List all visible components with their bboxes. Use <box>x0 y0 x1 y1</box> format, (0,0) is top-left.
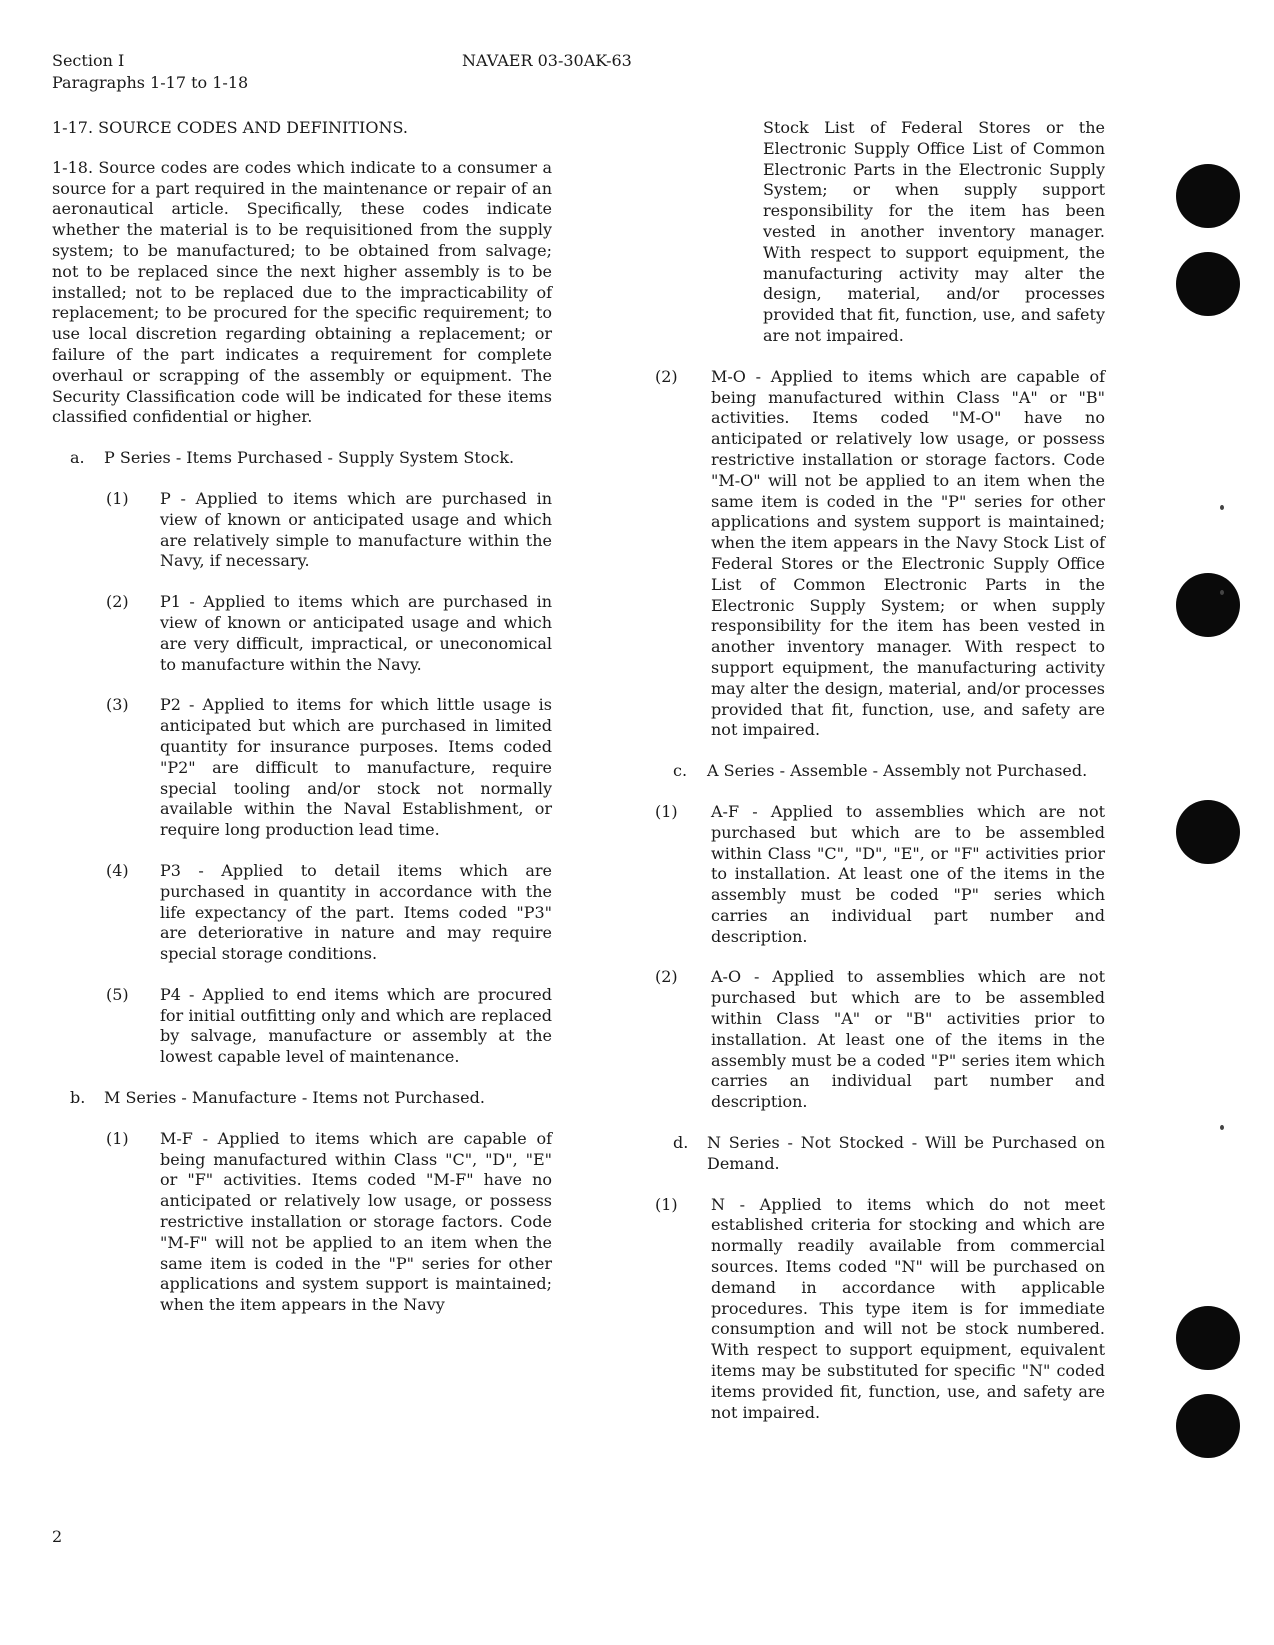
paragraphs-label: Paragraphs 1-17 to 1-18 <box>52 73 249 92</box>
item-marker: a. <box>70 448 85 468</box>
document-number: NAVAER 03-30AK-63 <box>462 51 632 70</box>
item-text: P3 - Applied to detail items which are purchased in quantity in accordance with the life expectancy of the part. Items coded "P3" are deteriorative in nature and may require special storage conditions. <box>160 860 552 964</box>
page-header-left <box>52 50 248 94</box>
intro-paragraph: 1-18. Source codes are codes which indicate to a consumer a source for a part required in the maintenance or repair of an aeronautical article. Specifically, these codes indicate whether the material is to be requisitioned from the supply system; to be manufactured; to be obtained from salvage; not to be replaced since the next higher assembly is to be installed; not to be replaced due to the impracticability of replacement; to be procured for the specific requirement; to use local discretion regarding obtaining a replacement; or failure of the part indicates a requirement for complete overhaul or scrapping of the assembly or equipment. The Security Classification code will be indicated for these items classified confidential or higher. <box>52 157 552 427</box>
list-item-a4 <box>52 861 552 965</box>
list-item-d <box>655 1133 1105 1175</box>
list-item-c1 <box>655 802 1105 948</box>
binder-hole <box>1176 164 1240 228</box>
item-text: P1 - Applied to items which are purchased in view of known or anticipated usage and which are very difficult, impractical, or uneconomical to manufacture within the Navy. <box>160 592 552 674</box>
item-text: P Series - Items Purchased - Supply System Stock. <box>104 448 515 468</box>
item-text: A-F - Applied to assemblies which are not purchased but which are to be assembled within Class "C", "D", "E", or "F" activities prior to installation. At least one of the items in the assembly must be coded "P" series which carries an individual part number and description. <box>711 801 1105 946</box>
list-item-b1 <box>52 1129 552 1316</box>
item-marker: b. <box>70 1088 86 1108</box>
list-item-d1 <box>655 1195 1105 1424</box>
list-item-b <box>52 1088 552 1109</box>
item-marker: (1) <box>106 488 129 508</box>
right-column <box>655 118 1105 1443</box>
section-label: Section I <box>52 51 125 70</box>
item-text: P - Applied to items which are purchased in view of known or anticipated usage and which are relatively simple to manufacture within the Navy, if necessary. <box>160 488 552 571</box>
item-text: P2 - Applied to items for which little usage is anticipated but which are purchased in limited quantity for insurance purposes. Items coded "P2" are difficult to manufacture, require special tooling and/or stock not normally available within the Naval Establishment, or require long production lead time. <box>160 695 552 840</box>
list-item-b1-continued <box>655 118 1105 347</box>
left-column <box>52 118 552 1336</box>
section-heading: 1-17. SOURCE CODES AND DEFINITIONS. <box>52 118 408 137</box>
item-text: A Series - Assemble - Assembly not Purchased. <box>707 761 1088 781</box>
item-marker: (2) <box>106 592 129 612</box>
list-item-c2 <box>655 967 1105 1113</box>
binder-hole <box>1176 1306 1240 1370</box>
item-text: M-O - Applied to items which are capable of being manufactured within Class "A" or "B" activities. Items coded "M-O" have no anticipated or relatively low usage, or possess restrictive installation or storage factors. Code "M-O" will not be applied to an item when the same item is coded in the "P" series for other applications and system support is maintained; when the item appears in the Navy Stock List of Federal Stores or the Electronic Supply Office List of Common Electronic Parts in the Electronic Supply System; or when supply responsibility for the item has been vested in another inventory manager. With respect to support equipment, the manufacturing activity may alter the design, material, and/or processes provided that fit, function, use, and safety are not impaired. <box>711 366 1105 740</box>
item-marker: (2) <box>655 967 678 987</box>
item-marker: (2) <box>655 366 678 386</box>
item-marker: (3) <box>106 695 129 715</box>
list-item-a3 <box>52 695 552 841</box>
item-text: P4 - Applied to end items which are procured for initial outfitting only and which are replaced by salvage, manufacture or assembly at the lowest capable level of maintenance. <box>160 984 552 1067</box>
binder-hole <box>1176 573 1240 637</box>
paper-speck <box>1220 590 1224 595</box>
item-marker: c. <box>673 761 688 781</box>
item-text: Stock List of Federal Stores or the Electronic Supply Office List of Common Electronic Parts in the Electronic Supply System; or when supply support responsibility for the item has been vested in another inventory manager. With respect to support equipment, the manufacturing activity may alter the design, material, and/or processes provided that fit, function, use, and safety are not impaired. <box>763 118 1105 345</box>
list-item-a1 <box>52 489 552 572</box>
list-item-a5 <box>52 985 552 1068</box>
item-marker-blank <box>655 118 763 347</box>
binder-hole <box>1176 252 1240 316</box>
page-number: 2 <box>52 1527 63 1546</box>
paper-speck <box>1220 1125 1224 1130</box>
list-item-a <box>52 448 552 469</box>
binder-hole <box>1176 1394 1240 1458</box>
item-text: M Series - Manufacture - Items not Purchased. <box>104 1088 485 1108</box>
item-marker: d. <box>673 1133 689 1153</box>
list-item-b2 <box>655 367 1105 741</box>
item-text: A-O - Applied to assemblies which are not purchased but which are to be assembled within Class "A" or "B" activities prior to installation. At least one of the items in the assembly must be a coded "P" series item which carries an individual part number and description. <box>711 967 1105 1112</box>
item-marker: (5) <box>106 984 129 1004</box>
item-marker: (4) <box>106 860 129 880</box>
list-item-a2 <box>52 592 552 675</box>
item-marker: (1) <box>655 1194 678 1214</box>
item-text: N Series - Not Stocked - Will be Purchased on Demand. <box>707 1133 1105 1173</box>
item-marker: (1) <box>655 801 678 821</box>
binder-hole <box>1176 800 1240 864</box>
item-text: N - Applied to items which do not meet established criteria for stocking and which are normally readily available from commercial sources. Items coded "N" will be purchased on demand in accordance with applicable procedures. This type item is for immediate consumption and will not be stock numbered. With respect to support equipment, equivalent items may be substituted for specific "N" coded items provided fit, function, use, and safety are not impaired. <box>711 1194 1105 1422</box>
list-item-c <box>655 761 1105 782</box>
item-marker: (1) <box>106 1128 129 1148</box>
paper-speck <box>1220 505 1224 510</box>
item-text: M-F - Applied to items which are capable of being manufactured within Class "C", "D", "E" or "F" activities. Items coded "M-F" have no anticipated or relatively low usage, or possess restrictive installation or storage factors. Code "M-F" will not be applied to an item when the same item is coded in the "P" series for other applications and system support is maintained; when the item appears in the Navy <box>160 1128 552 1315</box>
